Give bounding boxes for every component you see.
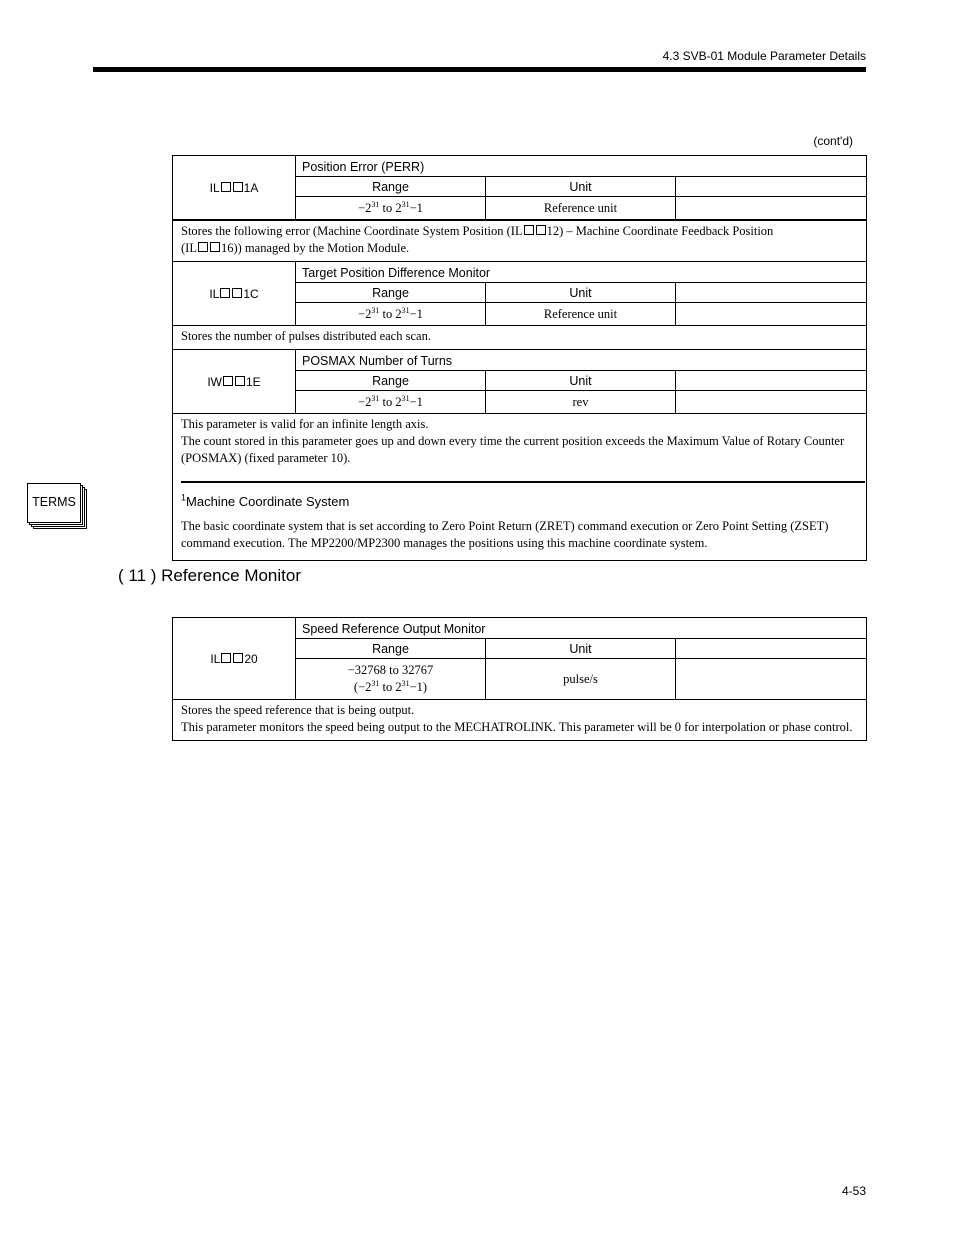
parameter-table-1 [172,155,867,561]
unit-value: pulse/s [486,659,676,700]
terms-title: $^1$Machine Coordinate System [181,492,350,509]
section-title: Reference Monitor [161,566,301,585]
unit-header: Unit [486,177,676,197]
section-heading [118,566,301,586]
parameter-name: Speed Reference Output Monitor [296,618,867,639]
range-header: Range [296,371,486,391]
placeholder-box-icon [220,288,230,298]
placeholder-box-icon [536,225,546,235]
empty-cell [676,659,867,700]
unit-value: rev [486,391,676,414]
placeholder-box-icon [232,288,242,298]
range-value: $-2^{31}$ to $2^{31}-1$ [296,303,486,326]
placeholder-box-icon [210,242,220,252]
empty-cell [676,639,867,659]
register-cell: IL 1C [173,262,296,326]
description-line: The count stored in this parameter goes up and down every time the current position exceeds the Maximum Value of Rotary Counter (POSMAX) (fixed parameter 10). [181,434,845,465]
section-number: ( 11 ) [118,566,157,585]
running-header: 4.3 SVB-01 Module Parameter Details [662,49,866,63]
unit-header: Unit [486,283,676,303]
range-header: Range [296,283,486,303]
parameter-description: Stores the number of pulses distributed each scan. [173,326,867,350]
description-line: Stores the speed reference that is being output. [181,703,415,717]
unit-header: Unit [486,371,676,391]
empty-cell [676,371,867,391]
placeholder-box-icon [235,376,245,386]
parameter-name: Position Error (PERR) [296,156,867,177]
placeholder-box-icon [233,653,243,663]
continued-label: (cont'd) [813,134,853,148]
description-line: This parameter is valid for an infinite length axis. [181,417,429,431]
terms-text: The basic coordinate system that is set according to Zero Point Return (ZRET) command execution or Zero Point Setting (ZSET) command execution. The MP2200/MP2300 manages the positions using this machine coordinate system. [181,519,829,550]
placeholder-box-icon [233,182,243,192]
parameter-description [173,700,867,741]
range-value: −32768 to 32767 ($-2^{31}$ to $2^{31}-1$) [296,659,486,700]
register-cell: IL 20 [173,618,296,700]
placeholder-box-icon [221,653,231,663]
empty-cell [676,177,867,197]
unit-value: Reference unit [486,303,676,326]
empty-cell [676,283,867,303]
unit-value: Reference unit [486,197,676,221]
parameter-table-2 [172,617,867,741]
parameter-description: Stores the following error (Machine Coordinate System Position (IL 12) – Machine Coordinate Feedback Position (IL 16)) managed by the Motion Module. [173,220,867,262]
parameter-name: POSMAX Number of Turns [296,350,867,371]
terms-label: TERMS [32,495,76,509]
empty-cell [676,303,867,326]
range-header: Range [296,639,486,659]
range-value: $-2^{31}$ to $2^{31}-1$ [296,391,486,414]
empty-cell [676,197,867,221]
placeholder-box-icon [198,242,208,252]
placeholder-box-icon [223,376,233,386]
register-cell: IL 1A [173,156,296,221]
range-value: $-2^{31}$ to $2^{31}-1$ [296,197,486,221]
terms-rule [181,481,865,483]
header-rule [93,67,866,72]
range-header: Range [296,177,486,197]
description-line: This parameter monitors the speed being output to the MECHATROLINK. This parameter will be 0 for interpolation or phase control. [181,720,853,734]
placeholder-box-icon [524,225,534,235]
empty-cell [676,391,867,414]
terms-book-icon [27,483,85,527]
page-number: 4-53 [841,1184,866,1198]
parameter-description [173,414,867,561]
register-cell: IW 1E [173,350,296,414]
unit-header: Unit [486,639,676,659]
parameter-name: Target Position Difference Monitor [296,262,867,283]
placeholder-box-icon [221,182,231,192]
